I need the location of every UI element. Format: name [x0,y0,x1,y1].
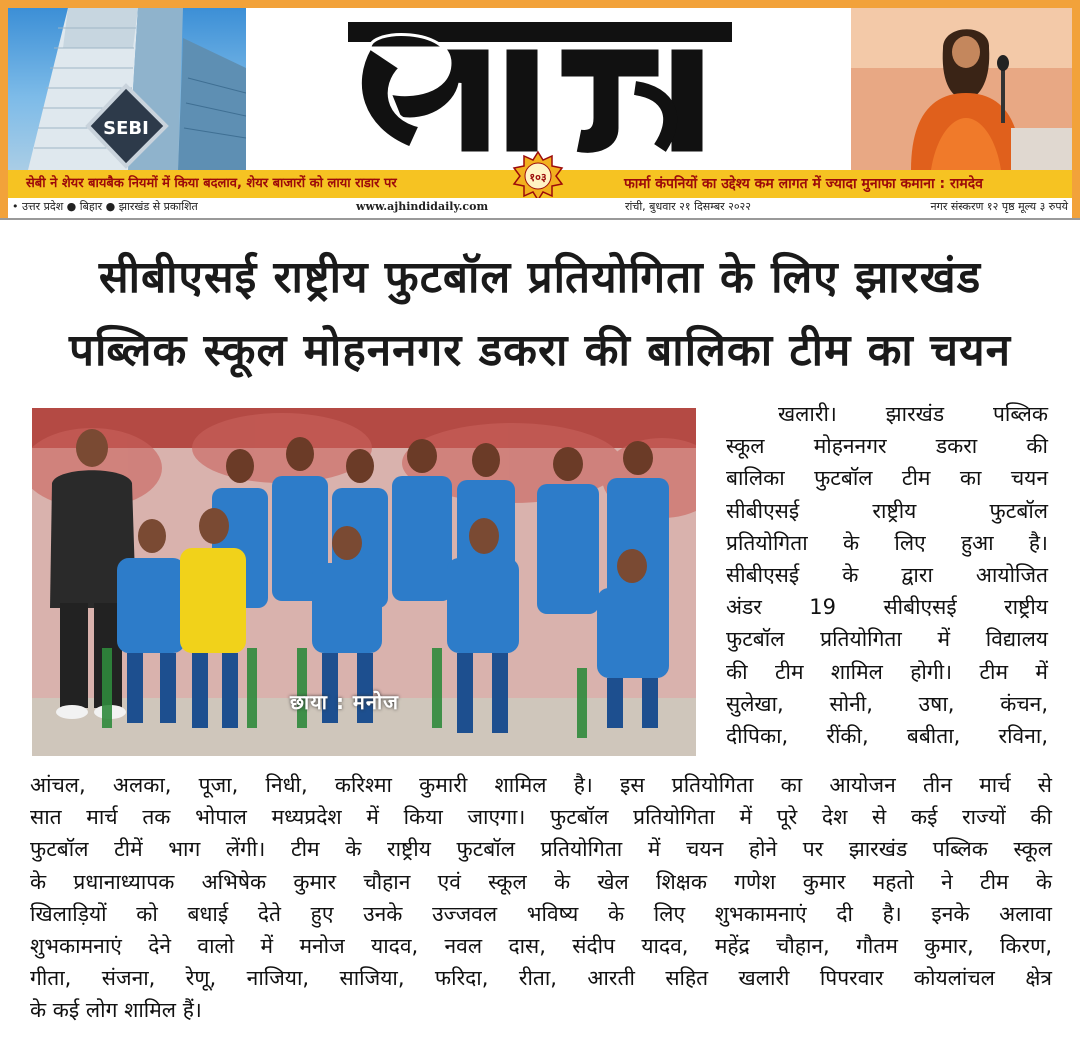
aaj-logo [330,8,750,170]
ticker-headline-right: फार्मा कंपनियों का उद्देश्य कम लागत में ज्यादा मुनाफा कमाना : रामदेव [624,176,983,192]
article-line: गीता, संजना, रेणू, नाजिया, साजिया, फरिदा, रीता, आरती सहित खलारी पिपरवार कोयलांचल क्षेत्र [30,966,1052,991]
photo-credit-caption: छाया : मनोज [290,690,399,714]
article-line: की टीम शामिल होगी। टीम में [726,659,1048,684]
masthead-border-left [0,0,8,218]
article-line: के प्रधानाध्यापक अभिषेक कुमार चौहान एवं स्कूल के खेल शिक्षक गणेश कुमार महतो ने टीम के [30,869,1052,894]
edition-price: नगर संस्करण १२ पृष्ठ मूल्य ३ रुपये [930,200,1068,213]
ramdev-photo [851,8,1072,170]
masthead-border-right [1072,0,1080,218]
article-line: सीबीएसई राष्ट्रीय फुटबॉल [726,498,1048,523]
article-line: खिलाड़ियों को बधाई देते हुए उनके उज्जवल भविष्य के लिए शुभकामनाएं दी है। इनके अलावा [30,901,1052,926]
article-line: सीबीएसई के द्वारा आयोजित [726,563,1048,588]
svg-text:SEBI: SEBI [103,118,149,139]
newspaper-masthead [0,0,1080,220]
article-line: बालिका फुटबॉल टीम का चयन [726,466,1048,491]
article-headline-line-2: पब्लिक स्कूल मोहननगर डकरा की बालिका टीम का चयन [68,325,1012,376]
team-photo [32,408,696,756]
published-states: • उत्तर प्रदेश ● बिहार ● झारखंड से प्रकाशित [12,200,198,213]
website-url: www.ajhindidaily.com [356,200,489,213]
article-line: शुभकामनाएं देने वालो में मनोज यादव, नवल दास, संदीप यादव, महेंद्र चौहान, गौतम कुमार, किरण, [30,934,1052,959]
aaj-logo-artwork [330,8,750,170]
sebi-building-illustration [8,8,246,170]
article-line: फुटबॉल प्रतियोगिता में विद्यालय [726,627,1048,652]
article-line: प्रतियोगिता के लिए हुआ है। [726,530,1048,555]
seal-number: १०३ [529,171,547,184]
article-line: के कई लोग शामिल हैं। [30,998,202,1023]
article-body-column [726,398,1048,752]
article-headline-line-1: सीबीएसई राष्ट्रीय फुटबॉल प्रतियोगिता के लिए झारखंड [98,252,982,303]
dateline-bar [8,198,1072,216]
seal-emblem [510,150,566,202]
article-line: अंडर 19 सीबीएसई राष्ट्रीय [726,595,1048,620]
speaker-illustration [851,8,1072,170]
article-line: स्कूल मोहननगर डकरा की [726,434,1048,459]
article-line: आंचल, अलका, पूजा, निधी, करिश्मा कुमारी शामिल है। इस प्रतियोगिता का आयोजन तीन मार्च से [30,773,1052,797]
article-line: खलारी। झारखंड पब्लिक [778,402,1048,426]
ticker-headline-left: सेबी ने शेयर बायबैक नियमों में किया बदलाव, शेयर बाजारों को लाया राडार पर [26,176,397,191]
article-line: फुटबॉल टीमें भाग लेंगी। टीम के राष्ट्रीय फुटबॉल प्रतियोगिता में चयन होने पर झारखंड पब्लिक स्कूल [30,837,1052,862]
article-line: दीपिका, रींकी, बबीता, रविना, [726,724,1048,749]
edition-date: रांची, बुधवार २१ दिसम्बर २०२२ [625,200,751,213]
article-line: सुलेखा, सोनी, उषा, कंचन, [726,691,1048,716]
sebi-building-photo [8,8,246,170]
article-line: सात मार्च तक भोपाल मध्यप्रदेश में किया जाएगा। फुटबॉल प्रतियोगिता में पूरे देश से कई राज्यों की [30,805,1052,830]
anniversary-seal [510,150,566,202]
masthead-border-top [0,0,1080,8]
article-body-full-width [30,769,1052,1027]
